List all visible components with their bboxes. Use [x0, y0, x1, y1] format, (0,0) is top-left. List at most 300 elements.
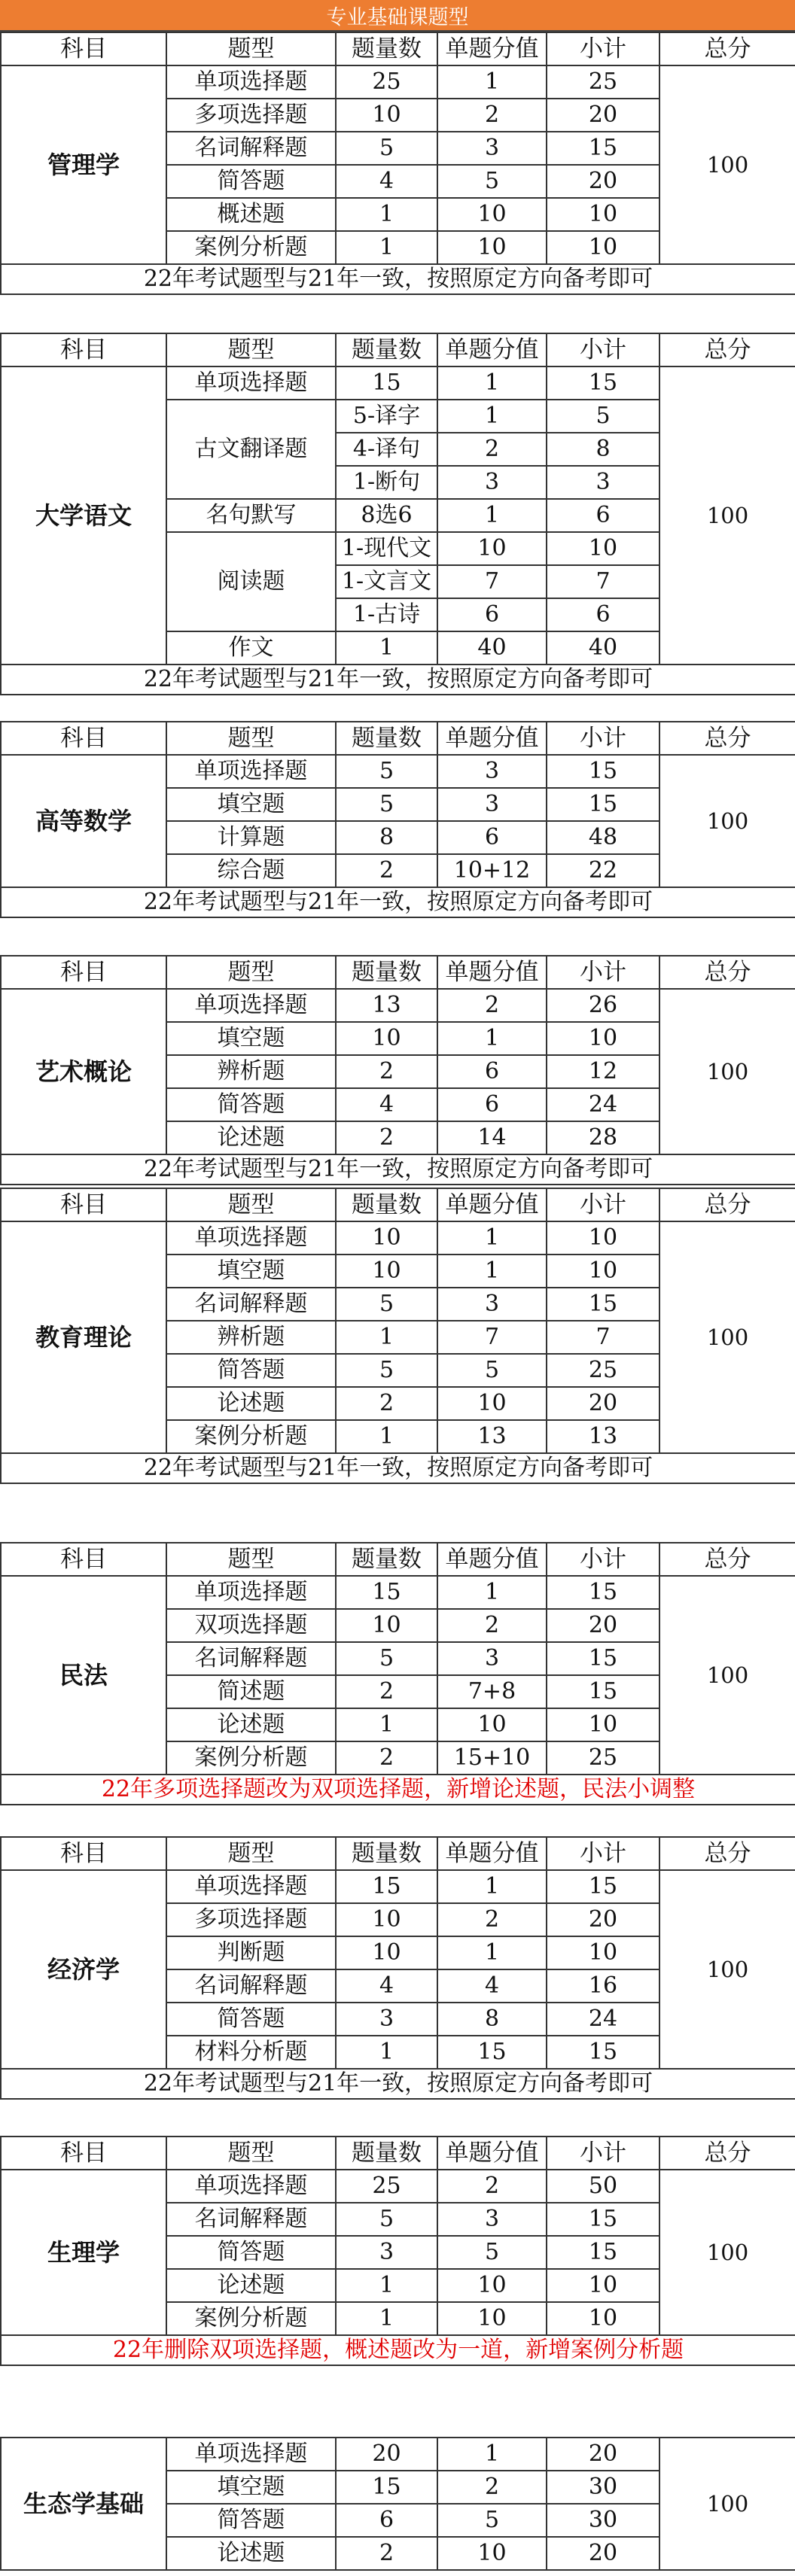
section-note: 22年考试题型与21年一致，按照原定方向备考即可 — [1, 2069, 795, 2099]
subtotal: 28 — [547, 1121, 659, 1154]
section-note: 22年多项选择题改为双项选择题，新增论述题，民法小调整 — [1, 1775, 795, 1805]
points-each: 6 — [437, 821, 547, 854]
points-each: 1 — [437, 400, 547, 433]
points-each: 4 — [437, 1969, 547, 2003]
question-count: 1 — [336, 1708, 437, 1741]
subtotal: 6 — [547, 598, 659, 631]
question-count: 4-译句 — [336, 433, 437, 466]
points-each: 3 — [437, 2203, 547, 2236]
points-each: 8 — [437, 2003, 547, 2036]
column-header: 题型 — [166, 1837, 336, 1870]
section-note: 22年考试题型与21年一致，按照原定方向备考即可 — [1, 887, 795, 917]
points-each: 10 — [437, 2302, 547, 2335]
column-header: 总分 — [659, 333, 795, 366]
question-type: 单项选择题 — [166, 1576, 336, 1609]
header-row — [1, 1837, 795, 1870]
question-type: 简述题 — [166, 1675, 336, 1708]
column-header: 小计 — [547, 722, 659, 755]
question-count: 5 — [336, 132, 437, 165]
subject-name: 教育理论 — [1, 1221, 166, 1453]
column-header: 总分 — [659, 1837, 795, 1870]
subtotal: 6 — [547, 499, 659, 532]
question-count: 5 — [336, 1288, 437, 1321]
column-header: 题量数 — [336, 1837, 437, 1870]
question-type: 案例分析题 — [166, 1741, 336, 1775]
points-each: 2 — [437, 2471, 547, 2504]
points-each: 15+10 — [437, 1741, 547, 1775]
question-count: 5 — [336, 788, 437, 821]
points-each: 1 — [437, 1255, 547, 1288]
subtotal: 5 — [547, 400, 659, 433]
subtotal: 15 — [547, 1288, 659, 1321]
question-count: 10 — [336, 1022, 437, 1055]
question-type: 材料分析题 — [166, 2036, 336, 2069]
note-row — [1, 264, 795, 294]
column-header: 单题分值 — [437, 956, 547, 989]
column-header: 单题分值 — [437, 1543, 547, 1576]
question-count: 2 — [336, 854, 437, 887]
points-each: 1 — [437, 1022, 547, 1055]
points-each: 10 — [437, 2537, 547, 2570]
points-each: 5 — [437, 2236, 547, 2269]
points-each: 3 — [437, 132, 547, 165]
sheet-title: 专业基础课题型 — [0, 0, 795, 32]
column-header: 小计 — [547, 1837, 659, 1870]
column-header: 题型 — [166, 333, 336, 366]
column-header: 小计 — [547, 2137, 659, 2170]
column-header: 题型 — [166, 2137, 336, 2170]
points-each: 1 — [437, 1221, 547, 1255]
column-header: 科目 — [1, 722, 166, 755]
subtotal: 26 — [547, 989, 659, 1022]
column-header: 总分 — [659, 2137, 795, 2170]
question-count: 10 — [336, 1255, 437, 1288]
subtotal: 10 — [547, 198, 659, 231]
question-count: 2 — [336, 1675, 437, 1708]
column-header: 科目 — [1, 2137, 166, 2170]
column-header: 题型 — [166, 32, 336, 65]
note-row — [1, 2335, 795, 2365]
question-count: 1 — [336, 2269, 437, 2302]
subtotal: 20 — [547, 99, 659, 132]
table-row — [1, 989, 795, 1022]
subtotal: 15 — [547, 132, 659, 165]
question-type: 简答题 — [166, 1088, 336, 1121]
question-count: 25 — [336, 2170, 437, 2203]
question-type: 名词解释题 — [166, 1288, 336, 1321]
column-header: 总分 — [659, 32, 795, 65]
points-each: 2 — [437, 2170, 547, 2203]
question-count: 1 — [336, 2302, 437, 2335]
question-type: 论述题 — [166, 1387, 336, 1420]
points-each: 5 — [437, 2504, 547, 2537]
question-count: 1-断句 — [336, 466, 437, 499]
column-header: 科目 — [1, 1188, 166, 1221]
column-header: 总分 — [659, 956, 795, 989]
table-row — [1, 65, 795, 99]
subtotal: 22 — [547, 854, 659, 887]
question-count: 10 — [336, 1609, 437, 1642]
subtotal: 20 — [547, 2537, 659, 2570]
subject-table — [0, 32, 795, 295]
subtotal: 40 — [547, 631, 659, 665]
column-header: 单题分值 — [437, 333, 547, 366]
question-count: 15 — [336, 366, 437, 400]
column-header: 单题分值 — [437, 1837, 547, 1870]
header-row — [1, 333, 795, 366]
question-count: 5 — [336, 2203, 437, 2236]
column-header: 题型 — [166, 722, 336, 755]
total-score: 100 — [659, 1576, 795, 1775]
subtotal: 20 — [547, 165, 659, 198]
total-score: 100 — [659, 1221, 795, 1453]
subtotal: 30 — [547, 2471, 659, 2504]
subject-name: 大学语文 — [1, 366, 166, 665]
question-count: 1-古诗 — [336, 598, 437, 631]
header-row — [1, 722, 795, 755]
subtotal: 25 — [547, 1741, 659, 1775]
question-count: 3 — [336, 2236, 437, 2269]
note-row — [1, 665, 795, 695]
subtotal: 10 — [547, 231, 659, 264]
points-each: 1 — [437, 2438, 547, 2471]
points-each: 2 — [437, 989, 547, 1022]
question-type: 综合题 — [166, 854, 336, 887]
question-count: 2 — [336, 1055, 437, 1088]
question-count: 4 — [336, 1088, 437, 1121]
question-type: 多项选择题 — [166, 1903, 336, 1936]
question-count: 4 — [336, 165, 437, 198]
points-each: 10 — [437, 1387, 547, 1420]
question-count: 1-文言文 — [336, 565, 437, 598]
question-count: 5 — [336, 755, 437, 788]
subtotal: 10 — [547, 1221, 659, 1255]
question-type: 辨析题 — [166, 1055, 336, 1088]
subtotal: 10 — [547, 1708, 659, 1741]
subject-table — [0, 721, 795, 918]
question-type: 名词解释题 — [166, 2203, 336, 2236]
total-score: 100 — [659, 366, 795, 665]
points-each: 10 — [437, 2269, 547, 2302]
points-each: 5 — [437, 1354, 547, 1387]
subtotal: 13 — [547, 1420, 659, 1453]
points-each: 1 — [437, 1936, 547, 1969]
subtotal: 20 — [547, 1609, 659, 1642]
total-score: 100 — [659, 2170, 795, 2335]
subtotal: 15 — [547, 755, 659, 788]
subtotal: 15 — [547, 1675, 659, 1708]
question-type: 论述题 — [166, 2269, 336, 2302]
subtotal: 15 — [547, 2036, 659, 2069]
question-type: 判断题 — [166, 1936, 336, 1969]
question-count: 1 — [336, 2036, 437, 2069]
subject-table — [0, 1188, 795, 1484]
subtotal: 15 — [547, 2203, 659, 2236]
header-row — [1, 956, 795, 989]
subject-table — [0, 333, 795, 695]
section-note: 22年删除双项选择题，概述题改为一道，新增案例分析题 — [1, 2335, 795, 2365]
subtotal: 15 — [547, 1576, 659, 1609]
question-type: 单项选择题 — [166, 366, 336, 400]
question-count: 15 — [336, 1576, 437, 1609]
question-type: 概述题 — [166, 198, 336, 231]
points-each: 1 — [437, 1576, 547, 1609]
question-type: 单项选择题 — [166, 755, 336, 788]
column-header: 题量数 — [336, 1188, 437, 1221]
subject-table — [0, 2437, 795, 2571]
column-header: 总分 — [659, 722, 795, 755]
question-type: 名词解释题 — [166, 132, 336, 165]
table-row — [1, 755, 795, 788]
table-row — [1, 2170, 795, 2203]
subtotal: 8 — [547, 433, 659, 466]
question-type: 简答题 — [166, 2236, 336, 2269]
question-type: 单项选择题 — [166, 1221, 336, 1255]
question-type: 古文翻译题 — [166, 400, 336, 499]
subject-table — [0, 2136, 795, 2366]
question-type: 填空题 — [166, 1255, 336, 1288]
subject-name: 管理学 — [1, 65, 166, 264]
question-type: 简答题 — [166, 2504, 336, 2537]
table-row — [1, 1221, 795, 1255]
column-header: 总分 — [659, 1188, 795, 1221]
question-type: 作文 — [166, 631, 336, 665]
column-header: 小计 — [547, 1543, 659, 1576]
table-row — [1, 2438, 795, 2471]
points-each: 6 — [437, 598, 547, 631]
question-count: 8 — [336, 821, 437, 854]
points-each: 15 — [437, 2036, 547, 2069]
column-header: 题型 — [166, 1543, 336, 1576]
subject-name: 经济学 — [1, 1870, 166, 2069]
question-type: 单项选择题 — [166, 2170, 336, 2203]
question-type: 论述题 — [166, 1121, 336, 1154]
question-count: 1 — [336, 1420, 437, 1453]
column-header: 科目 — [1, 1543, 166, 1576]
question-type: 案例分析题 — [166, 2302, 336, 2335]
subtotal: 15 — [547, 2236, 659, 2269]
question-type: 单项选择题 — [166, 989, 336, 1022]
header-row — [1, 1543, 795, 1576]
points-each: 10 — [437, 198, 547, 231]
question-type: 多项选择题 — [166, 99, 336, 132]
subtotal: 20 — [547, 2438, 659, 2471]
points-each: 2 — [437, 433, 547, 466]
question-count: 3 — [336, 2003, 437, 2036]
column-header: 题型 — [166, 956, 336, 989]
subtotal: 15 — [547, 366, 659, 400]
question-type: 计算题 — [166, 821, 336, 854]
question-type: 简答题 — [166, 1354, 336, 1387]
subtotal: 10 — [547, 2302, 659, 2335]
question-type: 论述题 — [166, 2537, 336, 2570]
subtotal: 20 — [547, 1903, 659, 1936]
subject-name: 高等数学 — [1, 755, 166, 887]
column-header: 小计 — [547, 956, 659, 989]
question-type: 简答题 — [166, 165, 336, 198]
points-each: 14 — [437, 1121, 547, 1154]
subtotal: 3 — [547, 466, 659, 499]
question-type: 案例分析题 — [166, 1420, 336, 1453]
points-each: 2 — [437, 1609, 547, 1642]
column-header: 单题分值 — [437, 2137, 547, 2170]
header-row — [1, 32, 795, 65]
points-each: 7+8 — [437, 1675, 547, 1708]
subtotal: 50 — [547, 2170, 659, 2203]
points-each: 5 — [437, 165, 547, 198]
subject-name: 艺术概论 — [1, 989, 166, 1154]
points-each: 1 — [437, 499, 547, 532]
subtotal: 25 — [547, 1354, 659, 1387]
subtotal: 15 — [547, 1870, 659, 1903]
question-count: 4 — [336, 1969, 437, 2003]
question-count: 5 — [336, 1642, 437, 1675]
question-count: 20 — [336, 2438, 437, 2471]
points-each: 10 — [437, 231, 547, 264]
subtotal: 24 — [547, 2003, 659, 2036]
column-header: 题量数 — [336, 722, 437, 755]
question-count: 10 — [336, 99, 437, 132]
points-each: 13 — [437, 1420, 547, 1453]
points-each: 7 — [437, 565, 547, 598]
table-row — [1, 1576, 795, 1609]
column-header: 科目 — [1, 333, 166, 366]
subtotal: 10 — [547, 2269, 659, 2302]
subject-name: 民法 — [1, 1576, 166, 1775]
points-each: 3 — [437, 466, 547, 499]
section-note: 22年考试题型与21年一致，按照原定方向备考即可 — [1, 264, 795, 294]
total-score: 100 — [659, 755, 795, 887]
points-each: 6 — [437, 1088, 547, 1121]
question-count: 5-译字 — [336, 400, 437, 433]
points-each: 10 — [437, 532, 547, 565]
column-header: 科目 — [1, 1837, 166, 1870]
column-header: 科目 — [1, 956, 166, 989]
column-header: 题量数 — [336, 1543, 437, 1576]
subject-name: 生理学 — [1, 2170, 166, 2335]
note-row — [1, 1453, 795, 1483]
subject-table — [0, 1836, 795, 2100]
subject-name: 生态学基础 — [1, 2438, 166, 2570]
question-type: 名句默写 — [166, 499, 336, 532]
header-row — [1, 2137, 795, 2170]
subtotal: 7 — [547, 565, 659, 598]
header-row — [1, 1188, 795, 1221]
question-count: 10 — [336, 1221, 437, 1255]
subject-table — [0, 955, 795, 1185]
points-each: 7 — [437, 1321, 547, 1354]
question-count: 2 — [336, 1121, 437, 1154]
points-each: 2 — [437, 99, 547, 132]
points-each: 3 — [437, 755, 547, 788]
note-row — [1, 1154, 795, 1185]
subtotal: 12 — [547, 1055, 659, 1088]
question-type: 双项选择题 — [166, 1609, 336, 1642]
column-header: 单题分值 — [437, 32, 547, 65]
subtotal: 15 — [547, 1642, 659, 1675]
column-header: 小计 — [547, 333, 659, 366]
question-count: 1-现代文 — [336, 532, 437, 565]
points-each: 3 — [437, 788, 547, 821]
question-type: 论述题 — [166, 1708, 336, 1741]
points-each: 10 — [437, 1708, 547, 1741]
section-note: 22年考试题型与21年一致，按照原定方向备考即可 — [1, 1154, 795, 1185]
question-type: 单项选择题 — [166, 65, 336, 99]
question-count: 25 — [336, 65, 437, 99]
question-count: 2 — [336, 1387, 437, 1420]
column-header: 小计 — [547, 32, 659, 65]
question-count: 15 — [336, 2471, 437, 2504]
subtotal: 10 — [547, 532, 659, 565]
points-each: 2 — [437, 1903, 547, 1936]
question-count: 8选6 — [336, 499, 437, 532]
column-header: 单题分值 — [437, 1188, 547, 1221]
question-count: 1 — [336, 631, 437, 665]
total-score: 100 — [659, 1870, 795, 2069]
points-each: 3 — [437, 1288, 547, 1321]
question-type: 名词解释题 — [166, 1969, 336, 2003]
question-type: 简答题 — [166, 2003, 336, 2036]
subtotal: 10 — [547, 1255, 659, 1288]
question-count: 2 — [336, 1741, 437, 1775]
subtotal: 20 — [547, 1387, 659, 1420]
points-each: 1 — [437, 65, 547, 99]
table-row — [1, 1870, 795, 1903]
total-score: 100 — [659, 989, 795, 1154]
note-row — [1, 887, 795, 917]
question-type: 辨析题 — [166, 1321, 336, 1354]
subtotal: 7 — [547, 1321, 659, 1354]
section-note: 22年考试题型与21年一致，按照原定方向备考即可 — [1, 665, 795, 695]
column-header: 题量数 — [336, 2137, 437, 2170]
points-each: 3 — [437, 1642, 547, 1675]
question-type: 单项选择题 — [166, 2438, 336, 2471]
subtotal: 16 — [547, 1969, 659, 2003]
column-header: 科目 — [1, 32, 166, 65]
table-row — [1, 366, 795, 400]
question-count: 1 — [336, 231, 437, 264]
subtotal: 25 — [547, 65, 659, 99]
question-count: 10 — [336, 1936, 437, 1969]
subtotal: 48 — [547, 821, 659, 854]
subtotal: 24 — [547, 1088, 659, 1121]
note-row — [1, 2069, 795, 2099]
question-type: 填空题 — [166, 1022, 336, 1055]
question-count: 13 — [336, 989, 437, 1022]
column-header: 题量数 — [336, 333, 437, 366]
question-count: 1 — [336, 1321, 437, 1354]
points-each: 1 — [437, 1870, 547, 1903]
points-each: 40 — [437, 631, 547, 665]
subtotal: 10 — [547, 1936, 659, 1969]
points-each: 10+12 — [437, 854, 547, 887]
column-header: 总分 — [659, 1543, 795, 1576]
column-header: 题量数 — [336, 32, 437, 65]
question-count: 5 — [336, 1354, 437, 1387]
question-type: 案例分析题 — [166, 231, 336, 264]
total-score: 100 — [659, 2438, 795, 2570]
question-count: 6 — [336, 2504, 437, 2537]
note-row — [1, 1775, 795, 1805]
subtotal: 30 — [547, 2504, 659, 2537]
subject-table — [0, 1542, 795, 1805]
question-type: 名词解释题 — [166, 1642, 336, 1675]
section-note: 22年考试题型与21年一致，按照原定方向备考即可 — [1, 1453, 795, 1483]
points-each: 1 — [437, 366, 547, 400]
question-type: 填空题 — [166, 2471, 336, 2504]
question-count: 10 — [336, 1903, 437, 1936]
question-count: 2 — [336, 2537, 437, 2570]
